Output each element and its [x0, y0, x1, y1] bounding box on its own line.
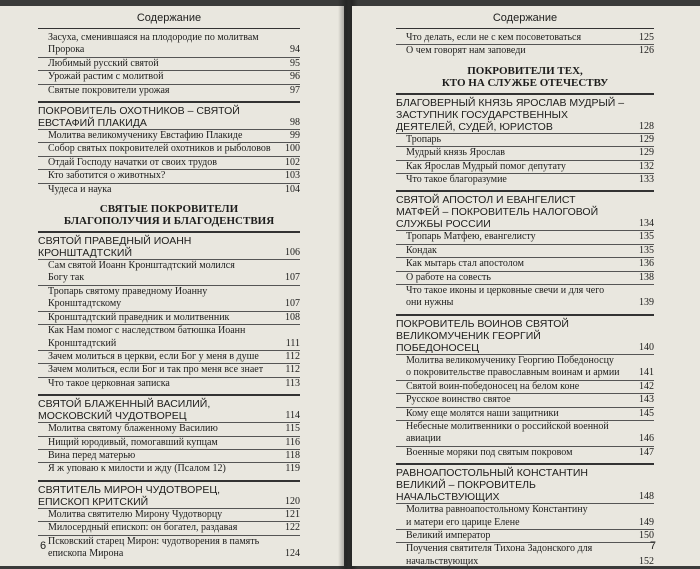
toc-entry[interactable] [396, 173, 654, 186]
entry-title: епископа Мирона [48, 547, 124, 559]
chapter-heading[interactable] [396, 479, 654, 491]
entry-title: Военные моряки под святым покровом [406, 446, 573, 458]
entry-title: ВЕЛИКИЙ – ПОКРОВИТЕЛЬ [396, 479, 536, 492]
toc-entry[interactable] [396, 133, 654, 146]
entry-title: Тропарь [406, 133, 442, 145]
entry-page-number: 120 [285, 495, 300, 507]
entry-title: Милосердный епископ: он богател, раздавая [48, 522, 238, 534]
toc-entry[interactable] [38, 535, 300, 548]
running-head: Содержание [492, 12, 558, 24]
entry-title: Молитва великомученику Георгию Победоносцу [406, 354, 614, 366]
toc-entry[interactable] [396, 556, 654, 568]
entry-page-number: 133 [639, 174, 654, 186]
entry-page-number: 125 [639, 32, 654, 43]
toc-entry[interactable] [396, 446, 654, 459]
section-heading: ПОКРОВИТЕЛИ ТЕХ, КТО НА СЛУЖБЕ ОТЕЧЕСТВУ [441, 64, 609, 89]
toc-entry[interactable] [38, 259, 300, 272]
entry-page-number: 140 [639, 341, 654, 353]
toc-entry[interactable] [38, 436, 300, 449]
chapter-heading[interactable] [396, 342, 654, 354]
entry-title: СВЯТИТЕЛЬ МИРОН ЧУДОТВОРЕЦ, [38, 483, 221, 496]
header-rule [38, 28, 300, 29]
toc-entry[interactable] [396, 44, 654, 57]
toc-entry[interactable] [38, 311, 300, 324]
entry-page-number: 108 [285, 311, 300, 323]
toc-entry[interactable] [38, 350, 300, 363]
entry-page-number: 102 [285, 156, 300, 168]
toc-entry[interactable] [396, 367, 654, 379]
toc-entry[interactable] [396, 380, 654, 393]
entry-title: и матери его царице Елене [406, 516, 520, 528]
toc-entry[interactable] [396, 32, 654, 44]
entry-title: Пророка [48, 44, 85, 56]
entry-title: Тропарь святому праведному Иоанну [48, 285, 208, 297]
entry-title: Святые покровители урожая [48, 84, 170, 96]
toc-entry[interactable] [38, 142, 300, 155]
entry-page-number: 95 [290, 57, 300, 69]
entry-page-number: 115 [285, 423, 300, 435]
entry-title: КРОНШТАДТСКИЙ [38, 247, 132, 260]
entry-page-number: 152 [639, 555, 654, 567]
entry-title: Чудеса и наука [48, 183, 112, 195]
toc-entry[interactable] [38, 84, 300, 97]
toc-entry[interactable] [396, 420, 654, 433]
entry-title: Кронштадтский [48, 337, 117, 349]
entry-title: Кронштадтскому [48, 298, 122, 310]
chapter-heading[interactable] [396, 218, 654, 230]
chapter-heading[interactable] [38, 410, 300, 422]
chapter-heading[interactable] [38, 480, 300, 496]
toc-entry[interactable] [38, 169, 300, 182]
entry-page-number: 122 [285, 522, 300, 534]
toc-entry[interactable] [396, 503, 654, 516]
entry-title: Кто заботится о животных? [48, 170, 166, 182]
toc-entry[interactable] [38, 298, 300, 310]
toc-entry[interactable] [38, 44, 300, 56]
page-number: 6 [40, 540, 47, 552]
entry-title: СВЯТОЙ ПРАВЕДНЫЙ ИОАНН [38, 235, 192, 248]
toc-entry[interactable] [38, 338, 300, 350]
chapter-heading[interactable] [396, 314, 654, 330]
entry-title: Небесные молитвенники о российской военной [406, 420, 609, 432]
toc-entry[interactable] [396, 542, 654, 555]
entry-page-number: 94 [290, 44, 300, 56]
entry-title: ДЕЯТЕЛЕЙ, СУДЕЙ, ЮРИСТОВ [396, 120, 553, 133]
toc-entry[interactable] [38, 363, 300, 376]
chapter-heading[interactable] [38, 101, 300, 117]
entry-title: Отдай Господу начатки от своих трудов [48, 156, 217, 168]
entry-page-number: 150 [639, 529, 654, 541]
entry-title: авиации [406, 433, 442, 445]
toc-entry[interactable] [396, 146, 654, 159]
entry-page-number: 142 [639, 380, 654, 392]
entry-page-number: 143 [639, 394, 654, 406]
toc-entry[interactable] [38, 422, 300, 435]
entry-page-number: 139 [639, 297, 654, 309]
chapter-heading[interactable] [38, 117, 300, 129]
entry-title: Урожай растим с молитвой [48, 71, 164, 83]
entry-page-number: 96 [290, 71, 300, 83]
entry-title: Сам святой Иоанн Кронштадтский молился [48, 260, 235, 272]
section-heading: СВЯТЫЕ ПОКРОВИТЕЛИ БЛАГОПОЛУЧИЯ И БЛАГОДЕНСТВИЯ [63, 203, 275, 228]
entry-title: БЛАГОВЕРНЫЙ КНЯЗЬ ЯРОСЛАВ МУДРЫЙ – [396, 96, 625, 109]
toc-entry[interactable] [38, 521, 300, 534]
entry-title: ВЕЛИКОМУЧЕНИК ГЕОРГИЙ [396, 329, 541, 342]
entry-title: Как мытарь стал апостолом [406, 258, 524, 270]
header-rule [396, 28, 654, 29]
entry-title: Кондак [406, 244, 437, 256]
entry-title: ПОКРОВИТЕЛЬ ОХОТНИКОВ – СВЯТОЙ [38, 105, 240, 118]
entry-page-number: 148 [639, 491, 654, 503]
entry-page-number: 116 [285, 436, 300, 448]
chapter-heading[interactable] [38, 394, 300, 410]
entry-title: Что такое иконы и церковные свечи и для чего [406, 285, 605, 297]
entry-page-number: 129 [639, 147, 654, 159]
entry-page-number: 111 [285, 337, 300, 349]
entry-title: Молитва равноапостольному Константину [406, 504, 588, 516]
toc-entry[interactable] [396, 354, 654, 367]
entry-title: МОСКОВСКИЙ ЧУДОТВОРЕЦ [38, 410, 187, 423]
toc-entry[interactable] [396, 271, 654, 284]
toc-entry[interactable] [38, 324, 300, 337]
entry-page-number: 132 [639, 160, 654, 172]
toc-entry[interactable] [396, 407, 654, 420]
entry-page-number: 135 [639, 244, 654, 256]
entry-page-number: 119 [285, 463, 300, 475]
entry-title: Богу так [48, 272, 85, 284]
toc-entry[interactable] [396, 230, 654, 243]
toc-right [396, 32, 654, 568]
entry-page-number: 121 [285, 508, 300, 520]
entry-title: Как Ярослав Мудрый помог депутату [406, 160, 566, 172]
entry-title: Святой воин-победоносец на белом коне [406, 380, 580, 392]
entry-title: ПОБЕДОНОСЕЦ [396, 341, 479, 354]
toc-entry[interactable] [38, 156, 300, 169]
toc-entry[interactable] [396, 160, 654, 173]
entry-title: ЕВСТАФИЙ ПЛАКИДА [38, 117, 147, 130]
entry-title: Что такое благоразумие [406, 174, 507, 186]
entry-title: начальствующих [406, 555, 479, 567]
entry-title: ЗАСТУПНИК ГОСУДАРСТВЕННЫХ [396, 108, 568, 121]
toc-entry[interactable] [396, 529, 654, 542]
entry-page-number: 106 [285, 247, 300, 259]
entry-page-number: 100 [285, 143, 300, 155]
chapter-heading[interactable] [396, 491, 654, 503]
entry-title: Тропарь Матфею, евангелисту [406, 231, 536, 243]
entry-page-number: 107 [285, 298, 300, 310]
entry-page-number: 138 [639, 271, 654, 283]
chapter-heading[interactable] [396, 330, 654, 342]
entry-title: Я ж уповаю к милости и жду (Псалом 12) [48, 463, 226, 475]
toc-entry[interactable] [38, 449, 300, 462]
entry-title: Русское воинство святое [406, 394, 511, 406]
running-head: Содержание [136, 12, 202, 24]
entry-title: о покровительстве православным воинам и армии [406, 367, 620, 379]
toc-entry[interactable] [396, 257, 654, 270]
entry-title: Псковский старец Мирон: чудотворения в память [48, 535, 260, 547]
chapter-heading[interactable] [396, 121, 654, 133]
entry-page-number: 134 [639, 218, 654, 230]
entry-title: Любимый русский святой [48, 57, 159, 69]
chapter-heading[interactable] [38, 231, 300, 247]
entry-title: Засуха, сменившаяся на плодородие по молитвам [48, 32, 259, 43]
entry-title: Поучения святителя Тихона Задонского для [406, 543, 593, 555]
page-number: 7 [649, 540, 656, 552]
entry-title: СВЯТОЙ БЛАЖЕННЫЙ ВАСИЛИЙ, [38, 398, 211, 411]
entry-title: они нужны [406, 297, 454, 309]
entry-page-number: 135 [639, 231, 654, 243]
entry-title: Собор святых покровителей охотников и рыболовов [48, 143, 271, 155]
entry-page-number: 98 [290, 117, 300, 129]
entry-page-number: 136 [639, 258, 654, 270]
entry-title: Молитва святителю Мирону Чудотворцу [48, 508, 223, 520]
entry-title: РАВНОАПОСТОЛЬНЫЙ КОНСТАНТИН [396, 467, 588, 480]
entry-title: Зачем молиться, если Бог и так про меня все знает [48, 364, 264, 376]
entry-page-number: 147 [639, 446, 654, 458]
entry-page-number: 114 [285, 410, 300, 422]
entry-title: СЛУЖБЫ РОССИИ [396, 218, 491, 231]
entry-title: Молитва великомученику Евстафию Плакиде [48, 130, 243, 142]
chapter-heading[interactable] [38, 496, 300, 508]
toc-entry[interactable] [396, 284, 654, 297]
toc-entry[interactable] [38, 462, 300, 475]
entry-title: Вина перед матерью [48, 449, 136, 461]
entry-page-number: 107 [285, 272, 300, 284]
entry-title: Молитва святому блаженному Василию [48, 423, 218, 435]
toc-entry[interactable] [38, 70, 300, 83]
entry-page-number: 124 [285, 547, 300, 559]
entry-title: ЕПИСКОП КРИТСКИЙ [38, 495, 149, 508]
toc-entry[interactable] [38, 272, 300, 284]
entry-title: Мудрый князь Ярослав [406, 147, 505, 159]
entry-title: Кронштадтский праведник и молитвенник [48, 311, 230, 323]
entry-title: Что делать, если не с кем посоветоваться [406, 32, 582, 43]
entry-title: СВЯТОЙ АПОСТОЛ И ЕВАНГЕЛИСТ [396, 194, 576, 207]
chapter-heading[interactable] [396, 206, 654, 218]
entry-title: О работе на совесть [406, 271, 491, 283]
entry-page-number: 113 [285, 377, 300, 389]
toc-entry[interactable] [38, 129, 300, 142]
entry-title: Как Нам помог с наследством батюшка Иоанн [48, 325, 246, 337]
toc-entry[interactable] [38, 285, 300, 298]
entry-page-number: 103 [285, 170, 300, 182]
chapter-heading[interactable] [396, 93, 654, 109]
entry-title: Кому еще молятся наши защитники [406, 407, 559, 419]
toc-entry[interactable] [38, 548, 300, 560]
entry-title: О чем говорят нам заповеди [406, 45, 526, 57]
entry-page-number: 146 [639, 433, 654, 445]
toc-entry[interactable] [396, 433, 654, 445]
entry-title: Что такое церковная записка [48, 377, 170, 389]
chapter-heading[interactable] [396, 109, 654, 121]
toc-entry[interactable] [38, 32, 300, 44]
chapter-heading[interactable] [396, 463, 654, 479]
entry-page-number: 118 [285, 449, 300, 461]
toc-entry[interactable] [396, 393, 654, 406]
entry-page-number: 99 [290, 130, 300, 142]
toc-left [38, 32, 300, 560]
entry-title: Великий император [406, 529, 491, 541]
chapter-heading[interactable] [396, 190, 654, 206]
entry-page-number: 112 [285, 364, 300, 376]
entry-page-number: 129 [639, 133, 654, 145]
toc-entry[interactable] [38, 508, 300, 521]
entry-title: МАТФЕЙ – ПОКРОВИТЕЛЬ НАЛОГОВОЙ [396, 206, 599, 219]
entry-title: ПОКРОВИТЕЛЬ ВОИНОВ СВЯТОЙ [396, 317, 569, 330]
entry-page-number: 112 [285, 350, 300, 362]
entry-page-number: 104 [285, 183, 300, 195]
entry-page-number: 149 [639, 516, 654, 528]
entry-page-number: 128 [639, 120, 654, 132]
toc-entry[interactable] [38, 57, 300, 70]
entry-page-number: 126 [639, 45, 654, 57]
toc-entry[interactable] [38, 377, 300, 390]
right-page [352, 6, 700, 566]
toc-entry[interactable] [38, 183, 300, 196]
toc-entry[interactable] [396, 517, 654, 529]
entry-title: Нищий юродивый, помогавший купцам [48, 436, 218, 448]
chapter-heading[interactable] [38, 247, 300, 259]
toc-entry[interactable] [396, 244, 654, 257]
entry-page-number: 97 [290, 84, 300, 96]
entry-title: Зачем молиться в церкви, если Бог у меня в душе [48, 350, 259, 362]
entry-page-number: 145 [639, 407, 654, 419]
toc-entry[interactable] [396, 297, 654, 309]
entry-page-number: 141 [639, 367, 654, 379]
left-page [0, 6, 344, 566]
entry-title: НАЧАЛЬСТВУЮЩИХ [396, 491, 500, 504]
